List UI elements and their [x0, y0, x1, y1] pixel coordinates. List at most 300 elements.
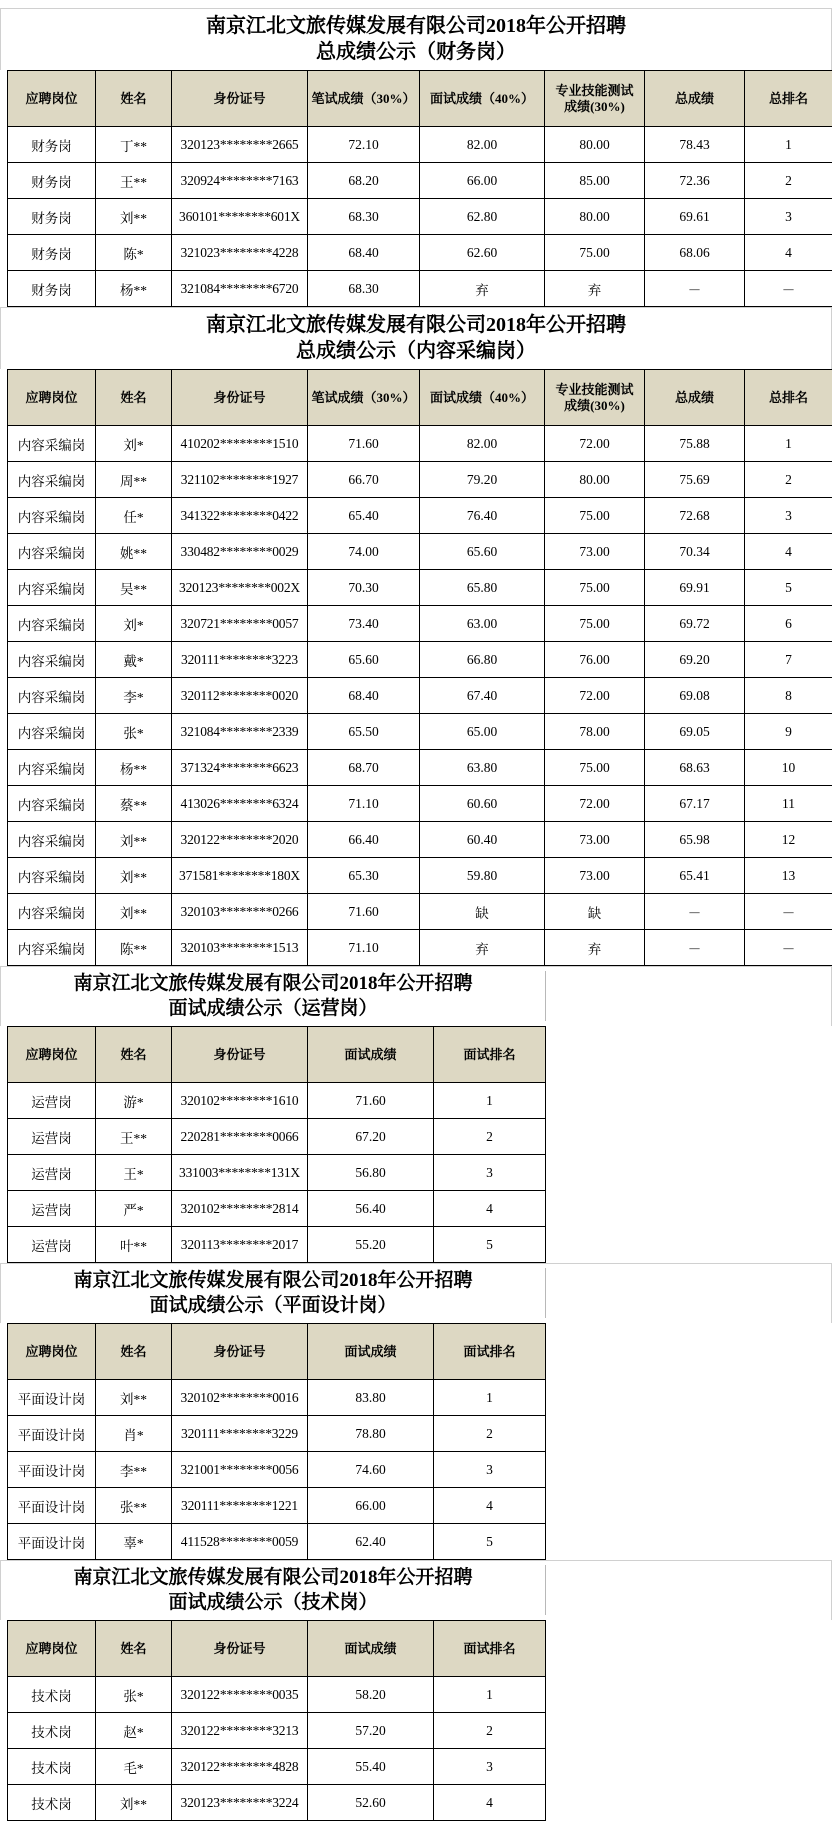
cell-interview: 57.20	[308, 1713, 434, 1749]
cell-skill: 73.00	[545, 534, 645, 570]
cell-name: 张*	[96, 714, 172, 750]
cell-skill: 85.00	[545, 163, 645, 199]
cell-position: 内容采编岗	[8, 426, 96, 462]
cell-id-number: 321023********4228	[172, 235, 308, 271]
cell-id-number: 321084********2339	[172, 714, 308, 750]
table-row	[8, 1380, 546, 1416]
cell-interview: 83.80	[308, 1380, 434, 1416]
table-row	[8, 1155, 546, 1191]
cell-rank: 3	[434, 1749, 546, 1785]
section-title-content-editing	[0, 307, 832, 369]
cell-id-number: 320102********2814	[172, 1191, 308, 1227]
cell-skill: 80.00	[545, 127, 645, 163]
cell-rank: 1	[745, 127, 832, 163]
cell-skill: 73.00	[545, 858, 645, 894]
cell-rank: －	[745, 894, 832, 930]
cell-rank: 2	[434, 1119, 546, 1155]
cell-total: 69.91	[645, 570, 745, 606]
cell-total: －	[645, 930, 745, 966]
cell-written: 68.40	[308, 235, 420, 271]
cell-total: 69.72	[645, 606, 745, 642]
cell-written: 73.40	[308, 606, 420, 642]
title-line-1: 南京江北文旅传媒发展有限公司2018年公开招聘	[1, 13, 831, 39]
cell-id-number: 320103********0266	[172, 894, 308, 930]
cell-rank: 5	[434, 1227, 546, 1263]
cell-id-number: 411528********0059	[172, 1524, 308, 1560]
cell-skill: 80.00	[545, 199, 645, 235]
cell-total: 68.63	[645, 750, 745, 786]
cell-id-number: 320123********3224	[172, 1785, 308, 1821]
cell-rank: 5	[434, 1524, 546, 1560]
cell-interview: 63.80	[420, 750, 545, 786]
cell-position: 内容采编岗	[8, 678, 96, 714]
table-row	[8, 606, 832, 642]
cell-interview: 59.80	[420, 858, 545, 894]
cell-id-number: 410202********1510	[172, 426, 308, 462]
cell-name: 杨**	[96, 271, 172, 307]
results-table-graphic-design	[7, 1323, 546, 1560]
table-row	[8, 1452, 546, 1488]
cell-name: 游*	[96, 1083, 172, 1119]
cell-position: 内容采编岗	[8, 462, 96, 498]
column-header-rank: 面试排名	[434, 1027, 546, 1083]
column-header-id-number: 身份证号	[172, 1324, 308, 1380]
table-row	[8, 714, 832, 750]
column-header-interview: 面试成绩（40%）	[420, 71, 545, 127]
cell-rank: 10	[745, 750, 832, 786]
table-row	[8, 822, 832, 858]
cell-name: 丁**	[96, 127, 172, 163]
cell-position: 内容采编岗	[8, 714, 96, 750]
cell-name: 姚**	[96, 534, 172, 570]
cell-name: 赵*	[96, 1713, 172, 1749]
cell-total: －	[645, 271, 745, 307]
cell-interview: 60.40	[420, 822, 545, 858]
cell-rank: 4	[745, 534, 832, 570]
table-header-row	[8, 71, 832, 127]
cell-id-number: 320102********1610	[172, 1083, 308, 1119]
cell-position: 平面设计岗	[8, 1488, 96, 1524]
cell-position: 内容采编岗	[8, 750, 96, 786]
cell-name: 陈*	[96, 235, 172, 271]
column-header-name: 姓名	[96, 370, 172, 426]
cell-rank: 7	[745, 642, 832, 678]
cell-written: 66.70	[308, 462, 420, 498]
cell-position: 内容采编岗	[8, 534, 96, 570]
cell-rank: 1	[434, 1677, 546, 1713]
column-header-skill-line1: 专业技能测试	[547, 382, 642, 398]
cell-interview: 60.60	[420, 786, 545, 822]
cell-interview: 52.60	[308, 1785, 434, 1821]
cell-total: 78.43	[645, 127, 745, 163]
cell-skill: 75.00	[545, 235, 645, 271]
cell-rank: 1	[434, 1380, 546, 1416]
column-header-total: 总成绩	[645, 370, 745, 426]
cell-total: 72.36	[645, 163, 745, 199]
cell-rank: 11	[745, 786, 832, 822]
column-header-position: 应聘岗位	[8, 71, 96, 127]
cell-written: 68.20	[308, 163, 420, 199]
results-table-content-editing	[7, 369, 832, 966]
cell-interview: 63.00	[420, 606, 545, 642]
cell-total: 65.98	[645, 822, 745, 858]
cell-id-number: 371581********180X	[172, 858, 308, 894]
cell-total: 69.20	[645, 642, 745, 678]
section-title-technical	[0, 1560, 832, 1620]
cell-written: 71.60	[308, 426, 420, 462]
cell-interview: 66.80	[420, 642, 545, 678]
cell-skill: 75.00	[545, 606, 645, 642]
cell-written: 68.30	[308, 271, 420, 307]
column-header-skill-line1: 专业技能测试	[547, 83, 642, 99]
cell-name: 刘*	[96, 426, 172, 462]
cell-interview: 62.40	[308, 1524, 434, 1560]
cell-rank: 2	[745, 163, 832, 199]
cell-interview: 58.20	[308, 1677, 434, 1713]
cell-rank: 2	[434, 1713, 546, 1749]
cell-name: 辜*	[96, 1524, 172, 1560]
cell-name: 蔡**	[96, 786, 172, 822]
cell-skill: 75.00	[545, 498, 645, 534]
cell-name: 叶**	[96, 1227, 172, 1263]
cell-written: 68.30	[308, 199, 420, 235]
cell-id-number: 320111********3229	[172, 1416, 308, 1452]
cell-position: 技术岗	[8, 1677, 96, 1713]
table-header-row	[8, 370, 832, 426]
cell-total: 70.34	[645, 534, 745, 570]
title-line-2: 面试成绩公示（技术岗）	[1, 1590, 545, 1615]
cell-name: 刘**	[96, 858, 172, 894]
title-inner	[1, 971, 546, 1021]
column-header-total: 总成绩	[645, 71, 745, 127]
cell-written: 65.60	[308, 642, 420, 678]
cell-name: 李*	[96, 678, 172, 714]
table-row	[8, 858, 832, 894]
table-row	[8, 1119, 546, 1155]
cell-id-number: 321102********1927	[172, 462, 308, 498]
cell-written: 71.60	[308, 894, 420, 930]
cell-total: 75.69	[645, 462, 745, 498]
column-header-rank: 面试排名	[434, 1621, 546, 1677]
cell-position: 财务岗	[8, 235, 96, 271]
table-row	[8, 271, 832, 307]
cell-position: 技术岗	[8, 1749, 96, 1785]
cell-written: 71.10	[308, 786, 420, 822]
cell-total: 69.05	[645, 714, 745, 750]
table-row	[8, 163, 832, 199]
cell-position: 内容采编岗	[8, 930, 96, 966]
column-header-interview: 面试成绩	[308, 1324, 434, 1380]
cell-id-number: 360101********601X	[172, 199, 308, 235]
column-header-name: 姓名	[96, 1621, 172, 1677]
table-header-row	[8, 1621, 546, 1677]
cell-position: 内容采编岗	[8, 786, 96, 822]
cell-interview: 67.40	[420, 678, 545, 714]
cell-position: 技术岗	[8, 1785, 96, 1821]
cell-rank: 8	[745, 678, 832, 714]
cell-interview: 缺	[420, 894, 545, 930]
title-line-2: 面试成绩公示（平面设计岗）	[1, 1293, 545, 1318]
cell-rank: －	[745, 930, 832, 966]
column-header-name: 姓名	[96, 71, 172, 127]
cell-written: 72.10	[308, 127, 420, 163]
cell-written: 70.30	[308, 570, 420, 606]
cell-interview: 79.20	[420, 462, 545, 498]
cell-name: 吴**	[96, 570, 172, 606]
results-table-finance	[7, 70, 832, 307]
cell-rank: 12	[745, 822, 832, 858]
cell-skill: 72.00	[545, 678, 645, 714]
cell-rank: 13	[745, 858, 832, 894]
cell-total: 69.08	[645, 678, 745, 714]
cell-name: 张*	[96, 1677, 172, 1713]
table-row	[8, 1416, 546, 1452]
cell-id-number: 320111********1221	[172, 1488, 308, 1524]
column-header-interview: 面试成绩	[308, 1027, 434, 1083]
cell-position: 平面设计岗	[8, 1452, 96, 1488]
cell-name: 刘**	[96, 1785, 172, 1821]
title-line-1: 南京江北文旅传媒发展有限公司2018年公开招聘	[1, 312, 831, 338]
cell-total: 75.88	[645, 426, 745, 462]
cell-interview: 67.20	[308, 1119, 434, 1155]
table-row	[8, 1524, 546, 1560]
cell-id-number: 320103********1513	[172, 930, 308, 966]
column-header-id-number: 身份证号	[172, 1621, 308, 1677]
table-row	[8, 127, 832, 163]
table-row	[8, 1227, 546, 1263]
cell-total: 67.17	[645, 786, 745, 822]
cell-name: 王**	[96, 1119, 172, 1155]
column-header-id-number: 身份证号	[172, 1027, 308, 1083]
section-title-finance	[0, 8, 832, 70]
title-line-2: 总成绩公示（内容采编岗）	[1, 338, 831, 364]
column-header-rank: 总排名	[745, 71, 832, 127]
cell-rank: 3	[434, 1452, 546, 1488]
cell-name: 周**	[96, 462, 172, 498]
cell-name: 李**	[96, 1452, 172, 1488]
cell-id-number: 320122********4828	[172, 1749, 308, 1785]
cell-name: 刘**	[96, 822, 172, 858]
cell-interview: 弃	[420, 271, 545, 307]
cell-rank: 4	[745, 235, 832, 271]
cell-interview: 55.40	[308, 1749, 434, 1785]
cell-total: 69.61	[645, 199, 745, 235]
column-header-position: 应聘岗位	[8, 1621, 96, 1677]
cell-rank: 5	[745, 570, 832, 606]
cell-id-number: 320122********2020	[172, 822, 308, 858]
cell-id-number: 320123********2665	[172, 127, 308, 163]
cell-position: 财务岗	[8, 127, 96, 163]
cell-interview: 66.00	[420, 163, 545, 199]
table-row	[8, 534, 832, 570]
column-header-skill-line2: 成绩(30%)	[547, 99, 642, 115]
cell-name: 王**	[96, 163, 172, 199]
table-row	[8, 1749, 546, 1785]
cell-skill: 72.00	[545, 786, 645, 822]
cell-rank: 1	[434, 1083, 546, 1119]
cell-skill: 80.00	[545, 462, 645, 498]
cell-interview: 弃	[420, 930, 545, 966]
cell-skill: 73.00	[545, 822, 645, 858]
cell-written: 71.10	[308, 930, 420, 966]
title-inner	[1, 1565, 546, 1615]
table-row	[8, 1488, 546, 1524]
cell-rank: 4	[434, 1785, 546, 1821]
cell-name: 刘*	[96, 606, 172, 642]
table-row	[8, 462, 832, 498]
cell-interview: 65.60	[420, 534, 545, 570]
cell-interview: 74.60	[308, 1452, 434, 1488]
cell-interview: 65.80	[420, 570, 545, 606]
table-row	[8, 930, 832, 966]
cell-position: 运营岗	[8, 1119, 96, 1155]
cell-rank: 4	[434, 1488, 546, 1524]
cell-total: －	[645, 894, 745, 930]
cell-id-number: 321084********6720	[172, 271, 308, 307]
column-header-skill-line2: 成绩(30%)	[547, 398, 642, 414]
cell-skill: 76.00	[545, 642, 645, 678]
column-header-rank: 总排名	[745, 370, 832, 426]
cell-id-number: 320924********7163	[172, 163, 308, 199]
cell-position: 内容采编岗	[8, 642, 96, 678]
table-row	[8, 199, 832, 235]
cell-id-number: 413026********6324	[172, 786, 308, 822]
cell-position: 运营岗	[8, 1155, 96, 1191]
cell-name: 任*	[96, 498, 172, 534]
cell-skill: 弃	[545, 930, 645, 966]
column-header-rank: 面试排名	[434, 1324, 546, 1380]
cell-interview: 56.40	[308, 1191, 434, 1227]
cell-skill: 72.00	[545, 426, 645, 462]
cell-interview: 76.40	[420, 498, 545, 534]
cell-position: 内容采编岗	[8, 894, 96, 930]
cell-written: 68.70	[308, 750, 420, 786]
title-inner	[1, 13, 831, 65]
cell-position: 内容采编岗	[8, 570, 96, 606]
cell-position: 运营岗	[8, 1227, 96, 1263]
column-header-interview: 面试成绩（40%）	[420, 370, 545, 426]
cell-written: 68.40	[308, 678, 420, 714]
cell-position: 运营岗	[8, 1191, 96, 1227]
section-title-operations	[0, 966, 832, 1026]
cell-name: 杨**	[96, 750, 172, 786]
cell-total: 72.68	[645, 498, 745, 534]
column-header-skill	[545, 370, 645, 426]
cell-name: 刘**	[96, 1380, 172, 1416]
table-row	[8, 642, 832, 678]
cell-rank: 3	[745, 199, 832, 235]
cell-skill: 75.00	[545, 570, 645, 606]
section-title-graphic-design	[0, 1263, 832, 1323]
table-row	[8, 426, 832, 462]
cell-name: 肖*	[96, 1416, 172, 1452]
cell-position: 技术岗	[8, 1713, 96, 1749]
cell-id-number: 320111********3223	[172, 642, 308, 678]
table-row	[8, 498, 832, 534]
cell-id-number: 320113********2017	[172, 1227, 308, 1263]
table-row	[8, 1713, 546, 1749]
cell-rank: 2	[434, 1416, 546, 1452]
cell-position: 财务岗	[8, 271, 96, 307]
column-header-position: 应聘岗位	[8, 370, 96, 426]
cell-id-number: 320721********0057	[172, 606, 308, 642]
cell-id-number: 320122********0035	[172, 1677, 308, 1713]
cell-name: 毛*	[96, 1749, 172, 1785]
cell-position: 平面设计岗	[8, 1524, 96, 1560]
title-inner	[1, 1268, 546, 1318]
cell-position: 平面设计岗	[8, 1380, 96, 1416]
title-line-1: 南京江北文旅传媒发展有限公司2018年公开招聘	[1, 971, 545, 996]
cell-name: 陈**	[96, 930, 172, 966]
column-header-interview: 面试成绩	[308, 1621, 434, 1677]
table-row	[8, 1083, 546, 1119]
cell-name: 刘**	[96, 894, 172, 930]
cell-written: 65.40	[308, 498, 420, 534]
cell-id-number: 320102********0016	[172, 1380, 308, 1416]
table-header-row	[8, 1027, 546, 1083]
cell-name: 戴*	[96, 642, 172, 678]
title-line-1: 南京江北文旅传媒发展有限公司2018年公开招聘	[1, 1268, 545, 1293]
cell-written: 65.50	[308, 714, 420, 750]
cell-skill: 78.00	[545, 714, 645, 750]
table-row	[8, 1785, 546, 1821]
cell-id-number: 371324********6623	[172, 750, 308, 786]
cell-skill: 缺	[545, 894, 645, 930]
table-row	[8, 570, 832, 606]
cell-position: 内容采编岗	[8, 822, 96, 858]
cell-name: 王*	[96, 1155, 172, 1191]
cell-rank: 9	[745, 714, 832, 750]
column-header-id-number: 身份证号	[172, 71, 308, 127]
cell-interview: 55.20	[308, 1227, 434, 1263]
table-row	[8, 894, 832, 930]
title-line-1: 南京江北文旅传媒发展有限公司2018年公开招聘	[1, 1565, 545, 1590]
cell-rank: 2	[745, 462, 832, 498]
column-header-skill	[545, 71, 645, 127]
sections-container	[0, 8, 832, 1821]
cell-interview: 66.00	[308, 1488, 434, 1524]
cell-rank: 3	[434, 1155, 546, 1191]
column-header-id-number: 身份证号	[172, 370, 308, 426]
cell-interview: 78.80	[308, 1416, 434, 1452]
cell-name: 严*	[96, 1191, 172, 1227]
cell-id-number: 331003********131X	[172, 1155, 308, 1191]
table-row	[8, 1191, 546, 1227]
cell-rank: 4	[434, 1191, 546, 1227]
cell-position: 平面设计岗	[8, 1416, 96, 1452]
table-row	[8, 750, 832, 786]
results-table-operations	[7, 1026, 546, 1263]
title-inner	[1, 312, 831, 364]
table-row	[8, 1677, 546, 1713]
cell-total: 68.06	[645, 235, 745, 271]
cell-interview: 71.60	[308, 1083, 434, 1119]
cell-written: 74.00	[308, 534, 420, 570]
cell-interview: 62.60	[420, 235, 545, 271]
cell-total: 65.41	[645, 858, 745, 894]
cell-interview: 65.00	[420, 714, 545, 750]
column-header-name: 姓名	[96, 1324, 172, 1380]
cell-id-number: 220281********0066	[172, 1119, 308, 1155]
cell-position: 财务岗	[8, 163, 96, 199]
table-row	[8, 678, 832, 714]
cell-name: 张**	[96, 1488, 172, 1524]
cell-rank: 1	[745, 426, 832, 462]
cell-id-number: 320122********3213	[172, 1713, 308, 1749]
title-line-2: 面试成绩公示（运营岗）	[1, 996, 545, 1021]
cell-id-number: 321001********0056	[172, 1452, 308, 1488]
cell-written: 66.40	[308, 822, 420, 858]
